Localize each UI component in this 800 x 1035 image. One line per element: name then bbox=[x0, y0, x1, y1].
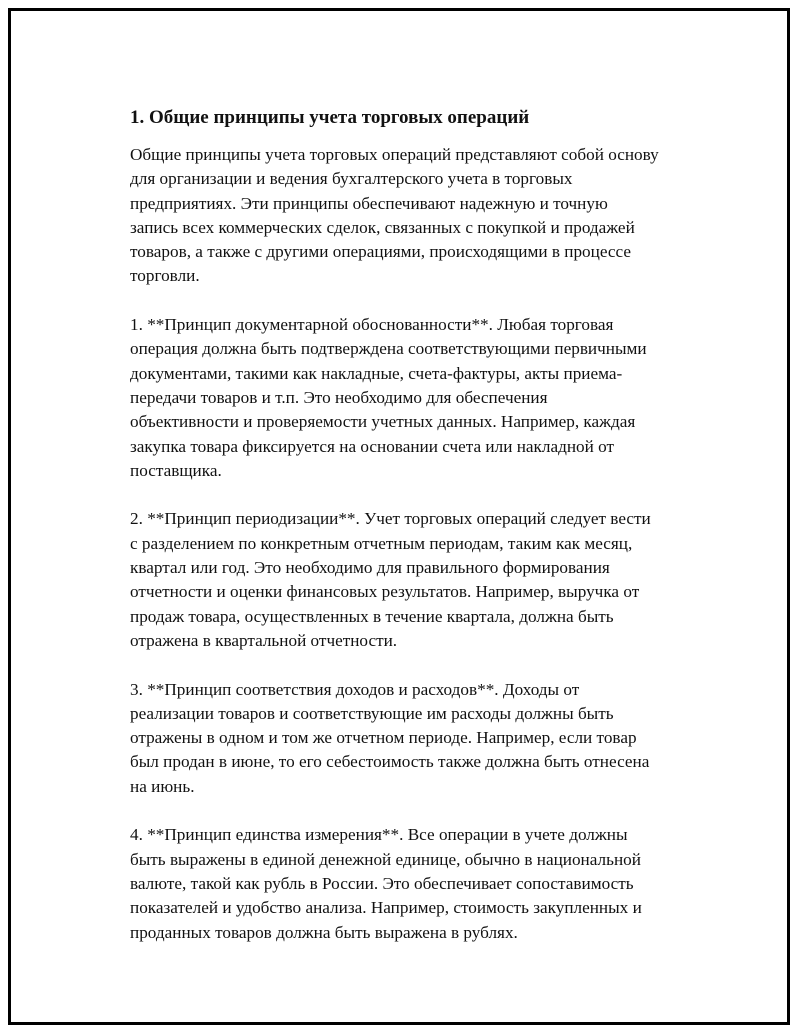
text-line: с разделением по конкретным отчетным периодам, таким как месяц, bbox=[130, 533, 633, 553]
text-line: поставщика. bbox=[130, 460, 222, 480]
text-line: закупка товара фиксируется на основании счета или накладной от bbox=[130, 436, 614, 456]
text-line: объективности и проверяемости учетных данных. Например, каждая bbox=[130, 412, 636, 432]
page-border bbox=[8, 8, 790, 1025]
text-line: отчетности и оценки финансовых результатов. Например, выручка от bbox=[130, 582, 640, 602]
text-line: предприятиях. Эти принципы обеспечивают надежную и точную bbox=[130, 193, 608, 213]
text-line: 2. **Принцип периодизации**. Учет торговых операций следует вести bbox=[130, 509, 651, 529]
text-line: на июнь. bbox=[130, 776, 195, 796]
text-line: отражена в квартальной отчетности. bbox=[130, 630, 398, 650]
text-line: для организации и ведения бухгалтерского учета в торговых bbox=[130, 169, 573, 189]
text-line: показателей и удобство анализа. Например, стоимость закупленных и bbox=[130, 898, 642, 918]
text-line: был продан в июне, то его себестоимость также должна быть отнесена bbox=[130, 752, 650, 772]
section-title: 1. Общие принципы учета торговых операций bbox=[130, 107, 530, 128]
text-line: товаров, а также с другими операциями, происходящими в процессе bbox=[130, 242, 631, 262]
text-line: квартал или год. Это необходимо для правильного формирования bbox=[130, 558, 610, 578]
text-line: валюте, такой как рубль в России. Это обеспечивает сопоставимость bbox=[130, 873, 634, 893]
paragraph-principle-1 bbox=[130, 313, 700, 483]
text-line: 1. **Принцип документарной обоснованности**. Любая торговая bbox=[130, 315, 614, 335]
paragraph-principle-3 bbox=[130, 678, 700, 799]
text-line: 3. **Принцип соответствия доходов и расходов**. Доходы от bbox=[130, 679, 580, 699]
paragraph-principle-2 bbox=[130, 507, 700, 653]
text-line: передачи товаров и т.п. Это необходимо для обеспечения bbox=[130, 387, 548, 407]
text-line: запись всех коммерческих сделок, связанных с покупкой и продажей bbox=[130, 217, 635, 237]
text-line: проданных товаров должна быть выражена в рублях. bbox=[130, 922, 518, 942]
text-line: быть выражены в единой денежной единице, обычно в национальной bbox=[130, 849, 641, 869]
text-line: Общие принципы учета торговых операций представляют собой основу bbox=[130, 145, 659, 164]
text-line: 4. **Принцип единства измерения**. Все операции в учете должны bbox=[130, 825, 628, 845]
paragraph-principle-4 bbox=[130, 823, 700, 944]
paragraph-intro bbox=[130, 143, 700, 289]
text-line: документами, такими как накладные, счета-фактуры, акты приема- bbox=[130, 363, 623, 383]
text-line: торговли. bbox=[130, 266, 200, 286]
text-line: продаж товара, осуществленных в течение квартала, должна быть bbox=[130, 606, 614, 626]
text-line: операция должна быть подтверждена соответствующими первичными bbox=[130, 339, 647, 359]
document-body bbox=[130, 106, 700, 969]
text-line: отражены в одном и том же отчетном периоде. Например, если товар bbox=[130, 728, 637, 748]
text-line: реализации товаров и соответствующие им расходы должны быть bbox=[130, 703, 614, 723]
